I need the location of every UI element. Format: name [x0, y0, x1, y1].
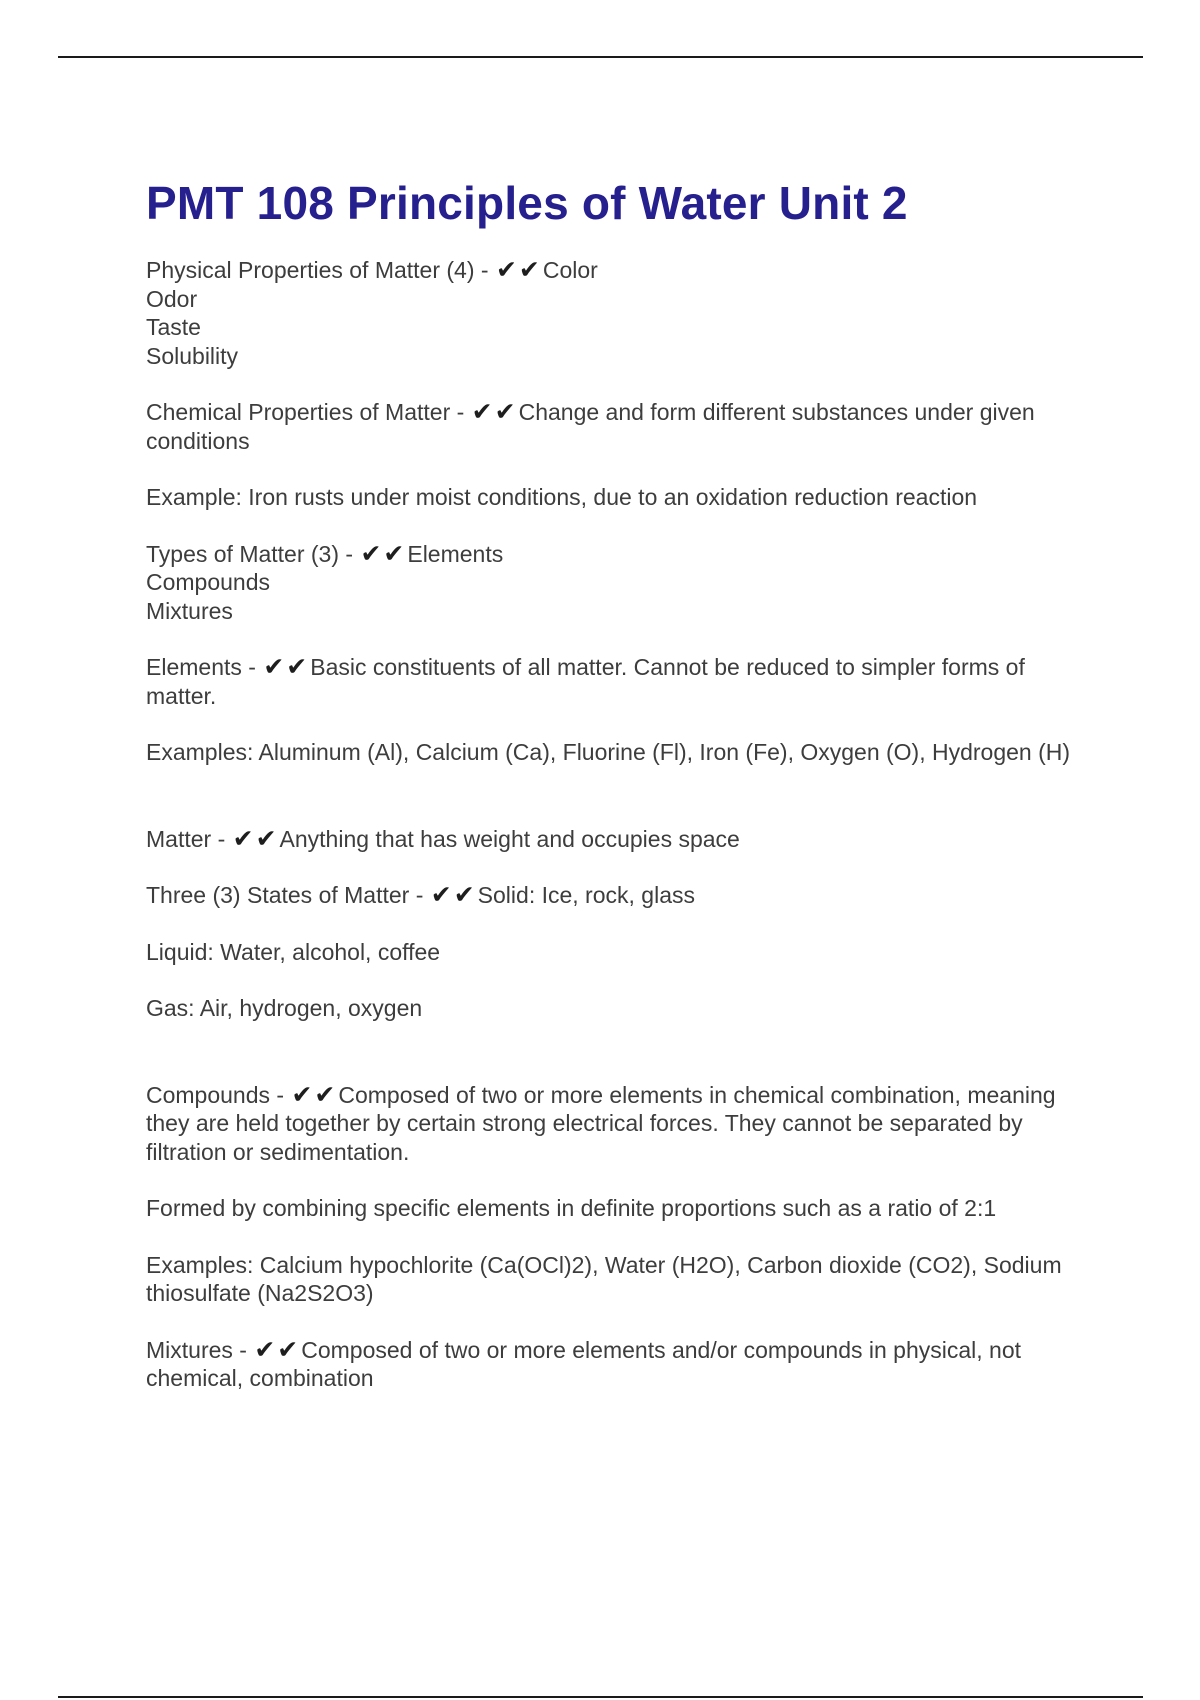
- double-check-icon: ✔✔: [291, 1079, 336, 1109]
- entry-mixtures: [146, 1336, 1096, 1393]
- double-check-icon: ✔✔: [495, 255, 540, 284]
- entry-term: Matter -: [146, 825, 226, 852]
- entry-term: Mixtures -: [146, 1336, 247, 1363]
- entry-answer-line: Compounds: [146, 569, 271, 595]
- entry-chemical-properties: [146, 398, 1096, 455]
- entry-physical-properties: [146, 256, 1096, 370]
- entry-answer-line: Solubility: [146, 342, 239, 369]
- entry-states-of-matter: [146, 881, 1096, 910]
- bottom-rule: [58, 1696, 1143, 1698]
- double-check-icon: ✔✔: [254, 1334, 299, 1364]
- document-body: [146, 176, 1096, 1393]
- entry-liquid: Liquid: Water, alcohol, coffee: [146, 938, 441, 965]
- entry-term: Chemical Properties of Matter -: [146, 399, 465, 425]
- entry-answer: Basic constituents of all matter. Cannot be reduced to simpler forms of matter.: [146, 654, 1025, 709]
- entry-compounds-formed: Formed by combining specific elements in definite proportions such as a ratio of 2:1: [146, 1195, 997, 1221]
- double-check-icon: ✔✔: [360, 538, 405, 568]
- entry-term: Physical Properties of Matter (4) -: [146, 257, 489, 283]
- entry-answer: Color: [542, 257, 598, 283]
- entry-examples-elements: Examples: Aluminum (Al), Calcium (Ca), Fluorine (Fl), Iron (Fe), Oxygen (O), Hydrogen (H): [146, 739, 1071, 765]
- entry-term: Three (3) States of Matter -: [146, 882, 424, 908]
- entry-gas: Gas: Air, hydrogen, oxygen: [146, 995, 423, 1021]
- entry-answer: Composed of two or more elements in chemical combination, meaning they are held together by certain strong electrical forces. They cannot be separated by filtration or sedimentation.: [146, 1081, 1056, 1165]
- entry-term: Types of Matter (3) -: [146, 540, 354, 567]
- double-check-icon: ✔✔: [232, 823, 277, 853]
- double-check-icon: ✔✔: [471, 397, 516, 426]
- entry-term: Compounds -: [146, 1081, 285, 1108]
- entry-example-iron: Example: Iron rusts under moist conditions, due to an oxidation reduction reaction: [146, 484, 978, 510]
- double-check-icon: ✔✔: [263, 652, 308, 681]
- entry-answer: Change and form different substances under given conditions: [146, 399, 1035, 454]
- entry-answer: Elements: [407, 540, 504, 567]
- top-rule: [58, 56, 1143, 58]
- entry-compounds: [146, 1081, 1096, 1167]
- entry-answer: Solid: Ice, rock, glass: [477, 882, 695, 908]
- entry-answer: Anything that has weight and occupies space: [279, 825, 740, 852]
- entry-answer: Composed of two or more elements and/or compounds in physical, not chemical, combination: [146, 1336, 1022, 1391]
- entry-matter: [146, 825, 1096, 854]
- entry-term: Elements -: [146, 654, 256, 680]
- entry-answer-line: Taste: [146, 314, 201, 340]
- entry-answer-line: Odor: [146, 285, 198, 312]
- entry-answer-line: Mixtures: [146, 597, 233, 624]
- entry-examples-compounds: Examples: Calcium hypochlorite (Ca(OCl)2), Water (H2O), Carbon dioxide (CO2), Sodium thiosulfate (Na2S2O3): [146, 1251, 1062, 1306]
- entry-elements: [146, 653, 1096, 710]
- document-title: PMT 108 Principles of Water Unit 2: [146, 177, 908, 229]
- double-check-icon: ✔✔: [430, 880, 475, 909]
- entry-types-of-matter: [146, 540, 1096, 626]
